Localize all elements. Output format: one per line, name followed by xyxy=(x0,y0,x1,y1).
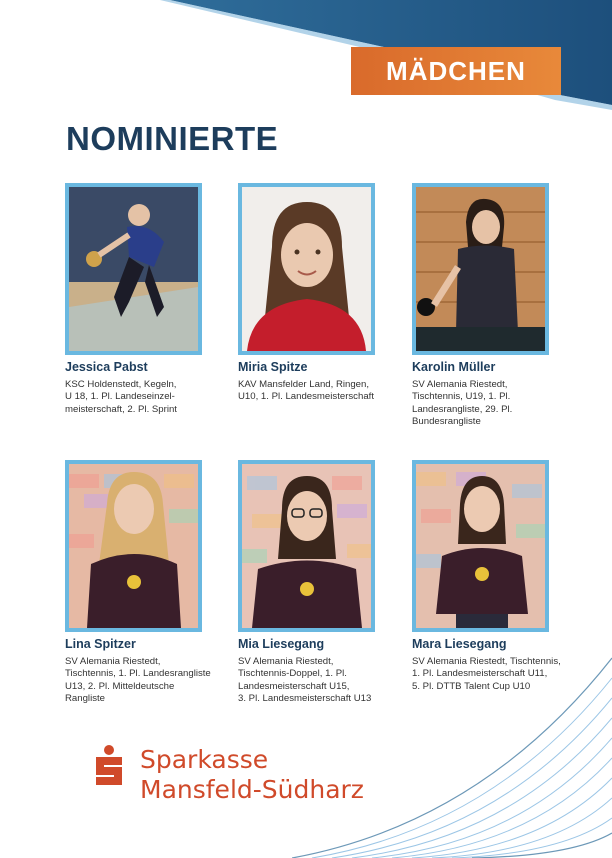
nominee-name: Lina Spitzer xyxy=(65,637,136,651)
nominee-name: Mia Liesegang xyxy=(238,637,325,651)
nominee-photo xyxy=(412,460,549,632)
nominee-photo xyxy=(412,183,549,355)
nominee-name: Jessica Pabst xyxy=(65,360,148,374)
bowling-photo-illustration xyxy=(69,187,198,351)
category-badge: MÄDCHEN xyxy=(351,47,561,95)
nominee-photo xyxy=(238,460,375,632)
nominee-photo xyxy=(238,183,375,355)
nominee-name: Karolin Müller xyxy=(412,360,496,374)
nominee-description: KAV Mansfelder Land, Ringen, U10, 1. Pl. Landesmeisterschaft xyxy=(238,379,374,403)
sponsor-name-line2: Mansfeld-Südharz xyxy=(140,775,364,804)
page-heading: NOMINIERTE xyxy=(66,120,279,157)
nominee-card xyxy=(238,183,413,404)
nominee-description: SV Alemania Riestedt, Tischtennis-Doppel, 1. Pl. Landesmeisterschaft U15, 3. Pl. Landesmeisterschaft U13 xyxy=(238,656,372,705)
nominee-card xyxy=(65,183,240,416)
brick-wall-portrait-illustration xyxy=(69,464,198,628)
nominee-description: SV Alemania Riestedt, Tischtennis, 1. Pl. Landesmeisterschaft U11, 5. Pl. DTTB Talent Cup U10 xyxy=(412,656,561,692)
portrait-photo-illustration xyxy=(242,187,371,351)
nominee-photo xyxy=(65,183,202,355)
nominee-description: SV Alemania Riestedt, Tischtennis, 1. Pl. Landesrangliste U13, 2. Pl. Mitteldeutsche Rangliste xyxy=(65,656,211,705)
nominee-name: Miria Spitze xyxy=(238,360,308,374)
nominee-description: KSC Holdenstedt, Kegeln, U 18, 1. Pl. Landeseinzel- meisterschaft, 2. Pl. Sprint xyxy=(65,379,177,415)
brick-wall-portrait-illustration xyxy=(242,464,371,628)
nominee-description: SV Alemania Riestedt, Tischtennis, U19, 1. Pl. Landesrangliste, 29. Pl. Bundesrangliste xyxy=(412,379,513,428)
nominee-name: Mara Liesegang xyxy=(412,637,507,651)
sponsor-name-line1: Sparkasse xyxy=(140,745,269,774)
nominee-card xyxy=(65,460,240,706)
nominee-card xyxy=(412,183,587,429)
sparkasse-logo xyxy=(92,745,364,805)
table-tennis-photo-illustration xyxy=(416,187,545,351)
sparkasse-s-icon xyxy=(92,745,126,789)
nominee-photo xyxy=(65,460,202,632)
brick-wall-portrait-illustration xyxy=(416,464,545,628)
